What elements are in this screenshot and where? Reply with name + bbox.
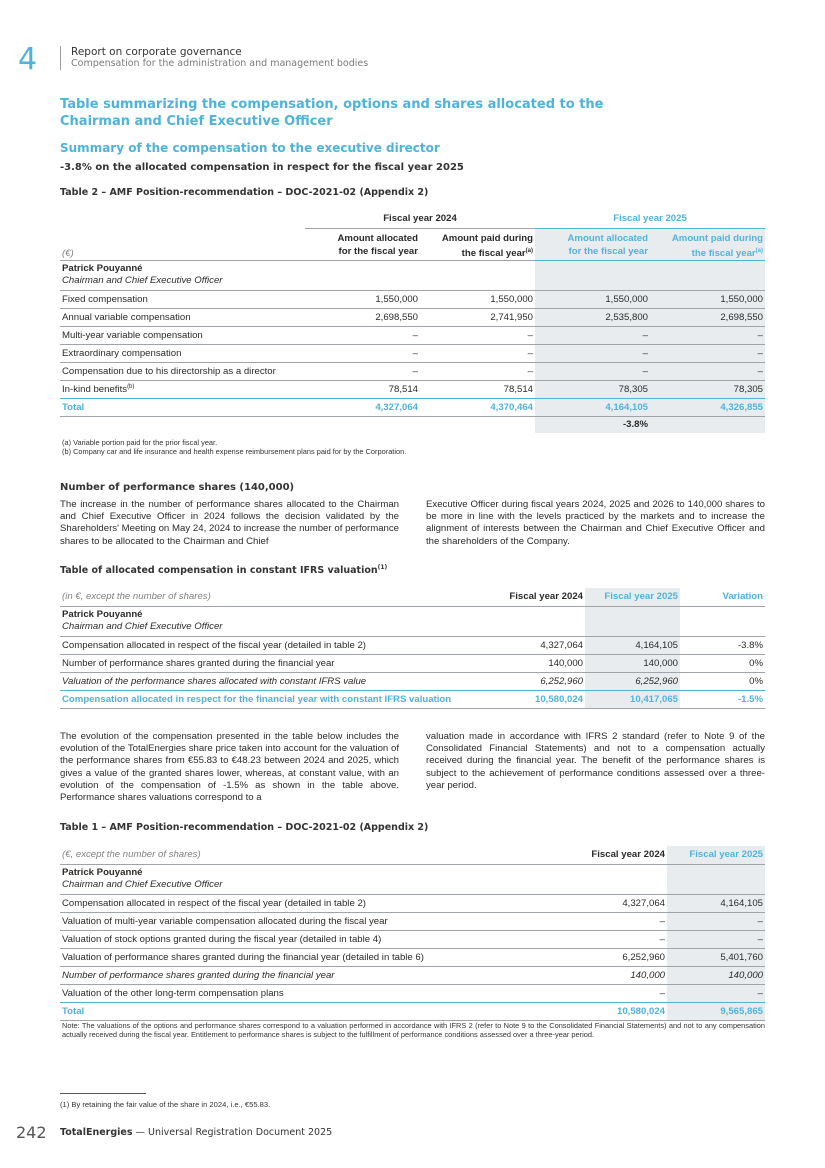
ifrs-fy2024-header: Fiscal year 2024 xyxy=(485,588,585,606)
ifrs-person: Patrick Pouyanné Chairman and Chief Executive Officer xyxy=(60,606,485,636)
table2-variation: -3.8% xyxy=(535,416,650,433)
ifrs-table xyxy=(60,588,765,709)
table1-note: Note: The valuations of the options and performance shares correspond to a valuation performed in accordance with IFRS 2 (refer to Note 9 to the Consolidated Financial Statements) and not to any compensation actually received during the fiscal year. Entitlement to performance shares is subject to the fulfillment of performance conditions assessed over a three-year period. xyxy=(62,1021,765,1039)
table2 xyxy=(60,210,765,433)
table2-note-a: (a) Variable portion paid for the prior fiscal year. xyxy=(62,438,218,447)
table-row: Number of performance shares granted during the financial year 140,000 140,000 0% xyxy=(60,654,765,672)
footnote-divider xyxy=(60,1093,146,1094)
table1-total-row: Total 10,580,024 9,565,865 xyxy=(60,1002,765,1020)
main-title: Table summarizing the compensation, options and shares allocated to the Chairman and Chief Executive Officer xyxy=(60,97,604,129)
chapter-number: 4 xyxy=(18,42,38,77)
summary-heading: Summary of the compensation to the executive director xyxy=(60,141,440,155)
table-row: Extraordinary compensation – – – – xyxy=(60,344,765,362)
header-title: Report on corporate governance xyxy=(71,46,242,58)
table2-col-alloc-2025: Amount allocated for the fiscal year xyxy=(535,228,650,260)
ifrs-total-row: Compensation allocated in respect for the financial year with constant IFRS valuation 10,580,024 10,417,065 -1.5% xyxy=(60,690,765,708)
header-subtitle: Compensation for the administration and management bodies xyxy=(71,58,369,69)
table-row: Compensation allocated in respect of the fiscal year (detailed in table 2) 4,327,064 4,164,105 -3.8% xyxy=(60,636,765,654)
table2-caption: Table 2 – AMF Position-recommendation – DOC-2021-02 (Appendix 2) xyxy=(60,187,429,198)
table1-person: Patrick Pouyanné Chairman and Chief Executive Officer xyxy=(60,864,567,894)
table2-col-paid-2025: Amount paid during the fiscal year$^{(a)}$ xyxy=(650,228,765,260)
table2-fy2024-header: Fiscal year 2024 xyxy=(305,210,535,228)
table2-col-paid-2024: Amount paid during the fiscal year$^{(a)}$ xyxy=(420,228,535,260)
table2-note-b: (b) Company car and life insurance and health expense reimbursement plans paid for by the Corporation. xyxy=(62,447,407,456)
table-row: Compensation allocated in respect of the fiscal year (detailed in table 2) 4,327,064 4,164,105 xyxy=(60,894,765,912)
table-row: Compensation due to his directorship as a director – – – – xyxy=(60,362,765,380)
evolution-text-col1: The evolution of the compensation presented in the table below includes the evolution of the TotalEnergies share price taken into account for the valuation of the performance shares from €55.83 to €48.23 between 2024 and 2025, which gives a value of the granted shares lower, whereas, at constant value, with an evolution of the compensation of -1.5% as shown in the table above. Performance shares valuations correspond to a xyxy=(60,731,399,804)
table1 xyxy=(60,846,765,1021)
page-number: 242 xyxy=(16,1123,47,1142)
table-row: Number of performance shares granted during the financial year 140,000 140,000 xyxy=(60,966,765,984)
summary-subheading: -3.8% on the allocated compensation in respect for the fiscal year 2025 xyxy=(60,162,464,173)
table1-caption: Table 1 – AMF Position-recommendation – DOC-2021-02 (Appendix 2) xyxy=(60,822,429,833)
table2-fy2025-header: Fiscal year 2025 xyxy=(535,210,765,228)
ifrs-fy2025-header: Fiscal year 2025 xyxy=(585,588,680,606)
table-row: Valuation of the other long-term compensation plans – – xyxy=(60,984,765,1002)
table-row: Valuation of the performance shares allocated with constant IFRS value 6,252,960 6,252,960 0% xyxy=(60,672,765,690)
perf-heading: Number of performance shares (140,000) xyxy=(60,482,295,493)
perf-text-col1: The increase in the number of performance shares allocated to the Chairman and Chief Executive Officer in 2024 follows the decision validated by the Shareholders' Meeting on May 24, 2024 to increase the number of performance shares to be allocated to the Chairman and Chief xyxy=(60,499,399,547)
table2-person: Patrick Pouyanné Chairman and Chief Executive Officer xyxy=(60,260,305,290)
table2-total-row: Total 4,327,064 4,370,464 4,164,105 4,326,855 xyxy=(60,398,765,416)
table-row: Valuation of stock options granted during the fiscal year (detailed in table 4) – – xyxy=(60,930,765,948)
table2-unit: (€) xyxy=(60,228,305,260)
table-row: Valuation of multi-year variable compensation allocated during the fiscal year – – xyxy=(60,912,765,930)
table-row: In-kind benefits$^{(b)}$ 78,514 78,514 78,305 78,305 xyxy=(60,380,765,398)
footer-text: TotalEnergies — Universal Registration Document 2025 xyxy=(60,1127,333,1138)
ifrs-unit: (in €, except the number of shares) xyxy=(60,588,485,606)
table1-fy2024-header: Fiscal year 2024 xyxy=(567,846,667,864)
table1-unit: (€, except the number of shares) xyxy=(60,846,567,864)
table2-col-alloc-2024: Amount allocated for the fiscal year xyxy=(305,228,420,260)
table-row: Valuation of performance shares granted during the financial year (detailed in table 6) 6,252,960 5,401,760 xyxy=(60,948,765,966)
table1-fy2025-header: Fiscal year 2025 xyxy=(667,846,765,864)
footnote: (1) By retaining the fair value of the share in 2024, i.e., €55.83. xyxy=(60,1100,271,1109)
table-row: Multi-year variable compensation – – – – xyxy=(60,326,765,344)
table-row: Annual variable compensation 2,698,550 2,741,950 2,535,800 2,698,550 xyxy=(60,308,765,326)
table-row: Fixed compensation 1,550,000 1,550,000 1,550,000 1,550,000 xyxy=(60,290,765,308)
ifrs-table-caption: Table of allocated compensation in constant IFRS valuation$^{(1)}$ xyxy=(60,564,388,577)
ifrs-variation-header: Variation xyxy=(680,588,765,606)
perf-text-col2: Executive Officer during fiscal years 2024, 2025 and 2026 to 140,000 shares to be more in line with the levels practiced by the markets and to increase the alignment of interests between the Chairman and Chief Executive Officer and the shareholders of the Company. xyxy=(426,499,765,547)
evolution-text-col2: valuation made in accordance with IFRS 2 standard (refer to Note 9 of the Consolidated Financial Statements) and not to a compensation actually received during the financial year. The benefit of the performance shares is subject to the achievement of performance conditions assessed over a three-year period. xyxy=(426,731,765,791)
header-divider xyxy=(60,46,61,70)
